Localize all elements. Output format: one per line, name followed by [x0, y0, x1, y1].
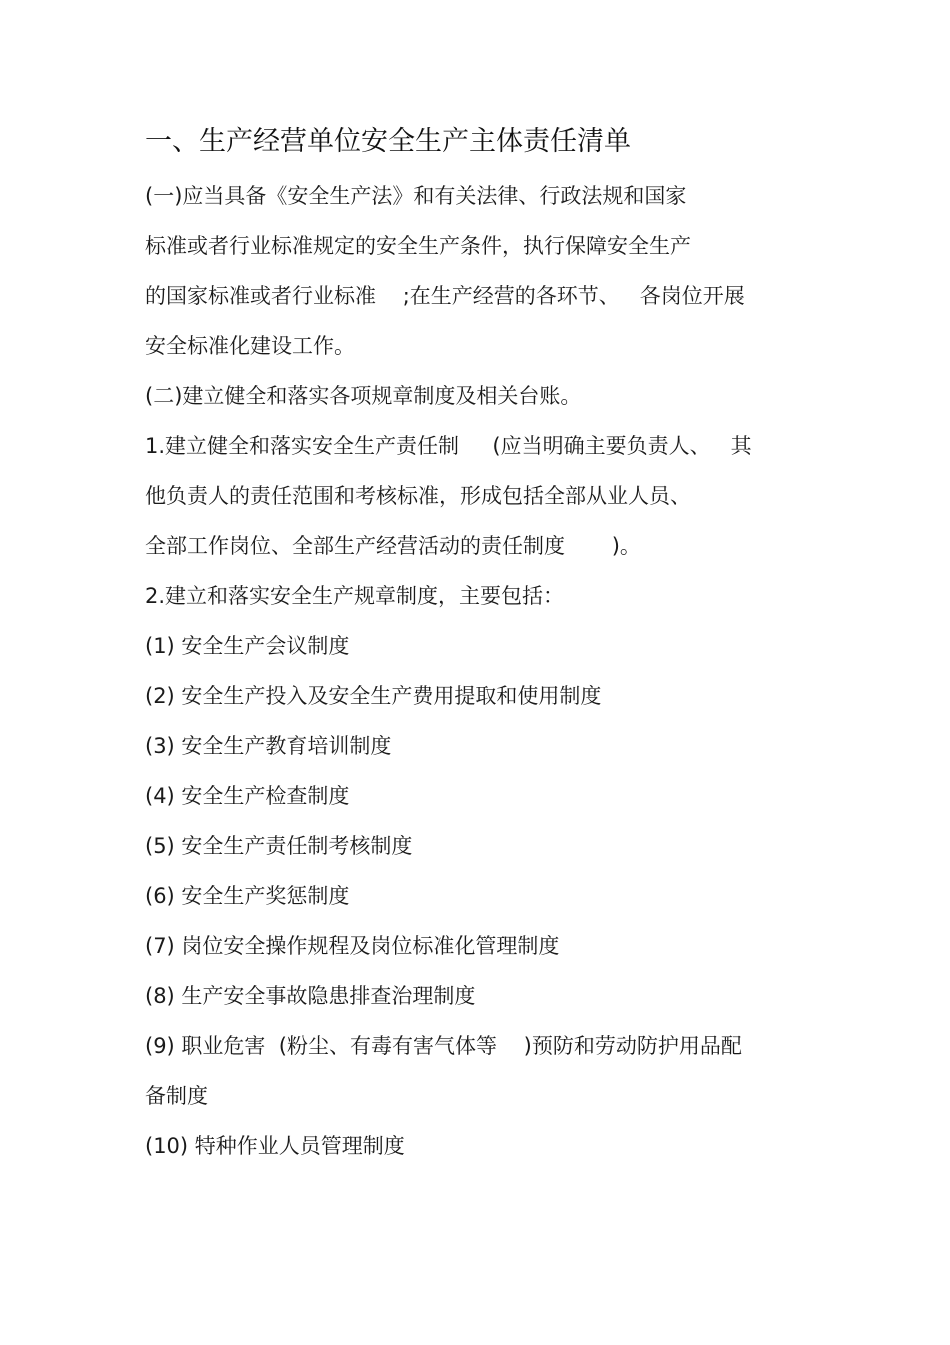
- list-item-4: (4) 安全生产检查制度: [145, 784, 350, 808]
- list-item-7: (7) 岗位安全操作规程及岗位标准化管理制度: [145, 934, 560, 958]
- list-item-2: (2) 安全生产投入及安全生产费用提取和使用制度: [145, 684, 602, 708]
- text-line-3: 的国家标准或者行业标准 ;在生产经营的各环节、 各岗位开展: [145, 284, 745, 308]
- list-item-9-continued: 备制度: [145, 1084, 208, 1108]
- document-title: 一、生产经营单位安全生产主体责任清单: [145, 126, 631, 157]
- text-line-9: 2.建立和落实安全生产规章制度，主要包括：: [145, 584, 565, 608]
- text-line-1: (一)应当具备《安全生产法》和有关法律、行政法规和国家: [145, 184, 687, 208]
- list-item-5: (5) 安全生产责任制考核制度: [145, 834, 413, 858]
- text-line-6: 1.建立健全和落实安全生产责任制 (应当明确主要负责人、 其: [145, 434, 752, 458]
- list-item-6: (6) 安全生产奖惩制度: [145, 884, 350, 908]
- text-line-7: 他负责人的责任范围和考核标准，形成包括全部从业人员、: [145, 484, 691, 508]
- text-line-4: 安全标准化建设工作。: [145, 334, 355, 358]
- list-item-9: (9) 职业危害 (粉尘、有毒有害气体等 )预防和劳动防护用品配: [145, 1034, 742, 1058]
- list-item-1: (1) 安全生产会议制度: [145, 634, 350, 658]
- text-line-8: 全部工作岗位、全部生产经营活动的责任制度 )。: [145, 534, 641, 558]
- list-item-8: (8) 生产安全事故隐患排查治理制度: [145, 984, 476, 1008]
- list-item-3: (3) 安全生产教育培训制度: [145, 734, 392, 758]
- list-item-10: (10) 特种作业人员管理制度: [145, 1134, 405, 1158]
- text-line-5: (二)建立健全和落实各项规章制度及相关台账。: [145, 384, 582, 408]
- text-line-2: 标准或者行业标准规定的安全生产条件，执行保障安全生产: [145, 234, 691, 258]
